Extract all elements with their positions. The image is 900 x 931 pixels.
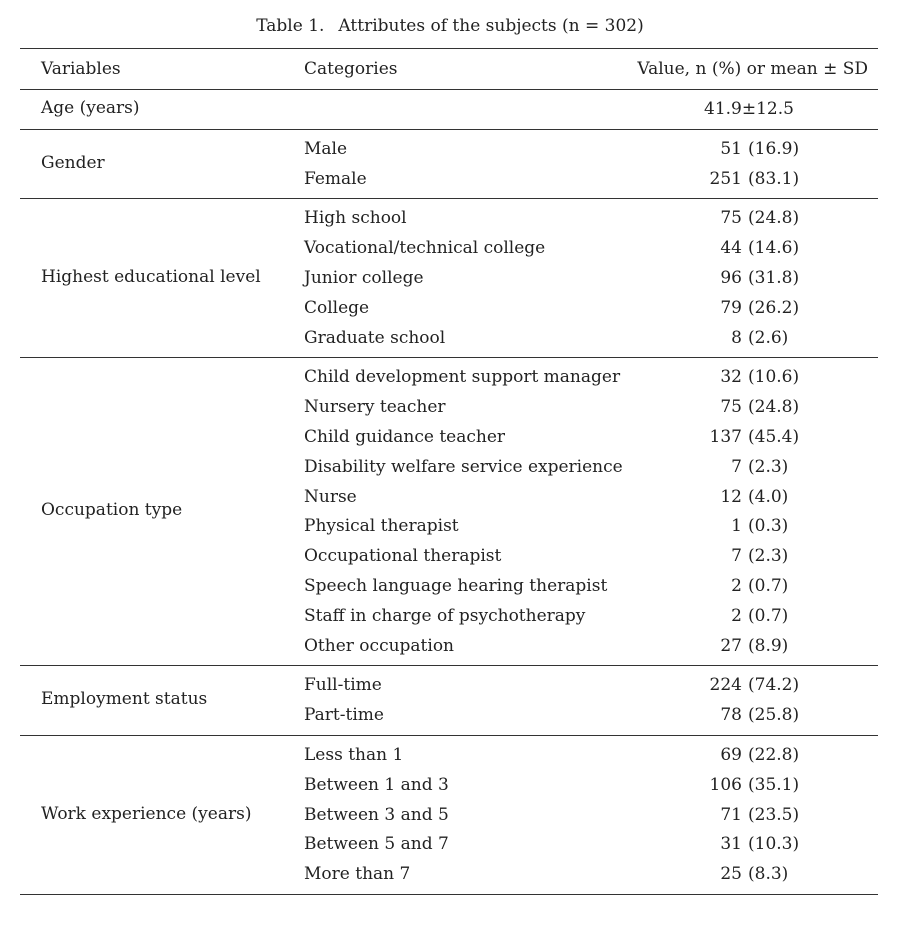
- table-row: [20, 829, 878, 859]
- percent-value: (45.4): [748, 426, 800, 447]
- table-row: [20, 601, 878, 631]
- table-caption: [0, 16, 900, 36]
- category-label: High school: [304, 208, 407, 229]
- percent-value: (2.3): [748, 546, 789, 567]
- percent-value: (24.8): [748, 397, 800, 418]
- category-label: Junior college: [304, 267, 424, 288]
- table-row: [20, 233, 878, 263]
- percent-value: (83.1): [748, 168, 800, 189]
- count-value: 96: [720, 267, 742, 288]
- category-label: Child development support manager: [304, 367, 621, 388]
- variable-label: Employment status: [41, 689, 208, 710]
- count-value: 1: [731, 516, 742, 537]
- percent-value: (24.8): [748, 208, 800, 229]
- table-row: [20, 203, 878, 233]
- category-label: Nurse: [304, 486, 357, 507]
- table-header: [20, 48, 878, 89]
- table-row: [20, 859, 878, 889]
- table-group: [20, 357, 878, 665]
- table-row: [20, 164, 878, 194]
- percent-value: (2.3): [748, 456, 789, 477]
- table-row: [20, 770, 878, 800]
- table-row: [20, 670, 878, 700]
- count-value: 69: [720, 745, 742, 765]
- category-label: More than 7: [304, 864, 411, 885]
- category-label: Vocational/technical college: [304, 238, 546, 259]
- category-label: Between 3 and 5: [304, 804, 449, 825]
- table-row: [20, 422, 878, 452]
- table-group: [20, 665, 878, 735]
- count-value: 251: [709, 168, 742, 189]
- variable-label: Gender: [41, 152, 105, 173]
- table-row: [20, 452, 878, 482]
- mean-sd-value: 41.9±12.5: [704, 99, 794, 119]
- table-row: [20, 94, 878, 124]
- category-label: Disability welfare service experience: [304, 456, 623, 477]
- count-value: 31: [720, 834, 742, 855]
- variable-label: Highest educational level: [41, 266, 261, 287]
- table-number: Table 1.: [256, 16, 325, 36]
- percent-value: (4.0): [748, 486, 789, 507]
- percent-value: (0.7): [748, 605, 789, 626]
- percent-value: (23.5): [748, 804, 800, 825]
- count-value: 8: [731, 327, 742, 348]
- count-value: 2: [731, 575, 742, 596]
- category-label: Full-time: [304, 675, 382, 696]
- table-group: [20, 89, 878, 129]
- category-label: Other occupation: [304, 635, 455, 656]
- category-label: Nursery teacher: [304, 397, 446, 418]
- percent-value: (14.6): [748, 238, 800, 259]
- table-row: [20, 700, 878, 730]
- percent-value: (25.8): [748, 705, 800, 726]
- table-row: [20, 800, 878, 830]
- table-group: [20, 129, 878, 199]
- count-value: 71: [720, 804, 742, 825]
- percent-value: (8.3): [748, 864, 789, 885]
- count-value: 25: [720, 864, 742, 885]
- count-value: 106: [709, 774, 742, 795]
- table-row: [20, 263, 878, 293]
- percent-value: (0.7): [748, 575, 789, 596]
- category-label: Between 5 and 7: [304, 834, 449, 855]
- header-value: Value, n (%) or mean ± SD: [637, 59, 868, 79]
- table-row: [20, 740, 878, 770]
- category-label: Male: [304, 138, 348, 159]
- percent-value: (0.3): [748, 516, 789, 537]
- percent-value: (10.3): [748, 834, 800, 855]
- variable-label: Age (years): [41, 97, 140, 118]
- percent-value: (31.8): [748, 267, 800, 288]
- percent-value: (22.8): [748, 745, 800, 765]
- percent-value: (16.9): [748, 138, 800, 159]
- category-label: Graduate school: [304, 327, 446, 348]
- count-value: 12: [720, 486, 742, 507]
- category-label: Female: [304, 168, 367, 189]
- count-value: 44: [720, 238, 742, 259]
- percent-value: (74.2): [748, 675, 800, 696]
- table-row: [20, 323, 878, 353]
- table-row: [20, 511, 878, 541]
- category-label: College: [304, 297, 370, 318]
- count-value: 75: [720, 208, 742, 229]
- table-title: Attributes of the subjects (n = 302): [338, 16, 644, 36]
- table-group: [20, 735, 878, 894]
- percent-value: (26.2): [748, 297, 800, 318]
- table-group: [20, 198, 878, 357]
- table-row: [20, 541, 878, 571]
- count-value: 224: [709, 675, 742, 696]
- table-row: [20, 134, 878, 164]
- count-value: 2: [731, 605, 742, 626]
- table-row: [20, 392, 878, 422]
- count-value: 137: [709, 426, 742, 447]
- category-label: Speech language hearing therapist: [304, 575, 608, 596]
- count-value: 51: [720, 138, 742, 159]
- table-row: [20, 631, 878, 661]
- category-label: Less than 1: [304, 745, 404, 765]
- count-value: 75: [720, 397, 742, 418]
- table-row: [20, 482, 878, 512]
- category-label: Part-time: [304, 705, 384, 726]
- count-value: 7: [731, 456, 742, 477]
- table-row: [20, 571, 878, 601]
- count-value: 7: [731, 546, 742, 567]
- category-label: Physical therapist: [304, 516, 459, 537]
- count-value: 27: [720, 635, 742, 656]
- count-value: 32: [720, 367, 742, 388]
- header-categories: Categories: [304, 59, 398, 79]
- percent-value: (35.1): [748, 774, 800, 795]
- table-row: [20, 362, 878, 392]
- percent-value: (10.6): [748, 367, 800, 388]
- percent-value: (2.6): [748, 327, 789, 348]
- variable-label: Occupation type: [41, 500, 183, 521]
- header-variables: Variables: [41, 59, 121, 79]
- count-value: 78: [720, 705, 742, 726]
- category-label: Staff in charge of psychotherapy: [304, 605, 586, 626]
- category-label: Occupational therapist: [304, 546, 502, 567]
- table-row: [20, 293, 878, 323]
- category-label: Child guidance teacher: [304, 426, 506, 447]
- count-value: 79: [720, 297, 742, 318]
- category-label: Between 1 and 3: [304, 774, 449, 795]
- percent-value: (8.9): [748, 635, 789, 656]
- bottom-rule: [20, 894, 878, 895]
- variable-label: Work experience (years): [41, 803, 252, 824]
